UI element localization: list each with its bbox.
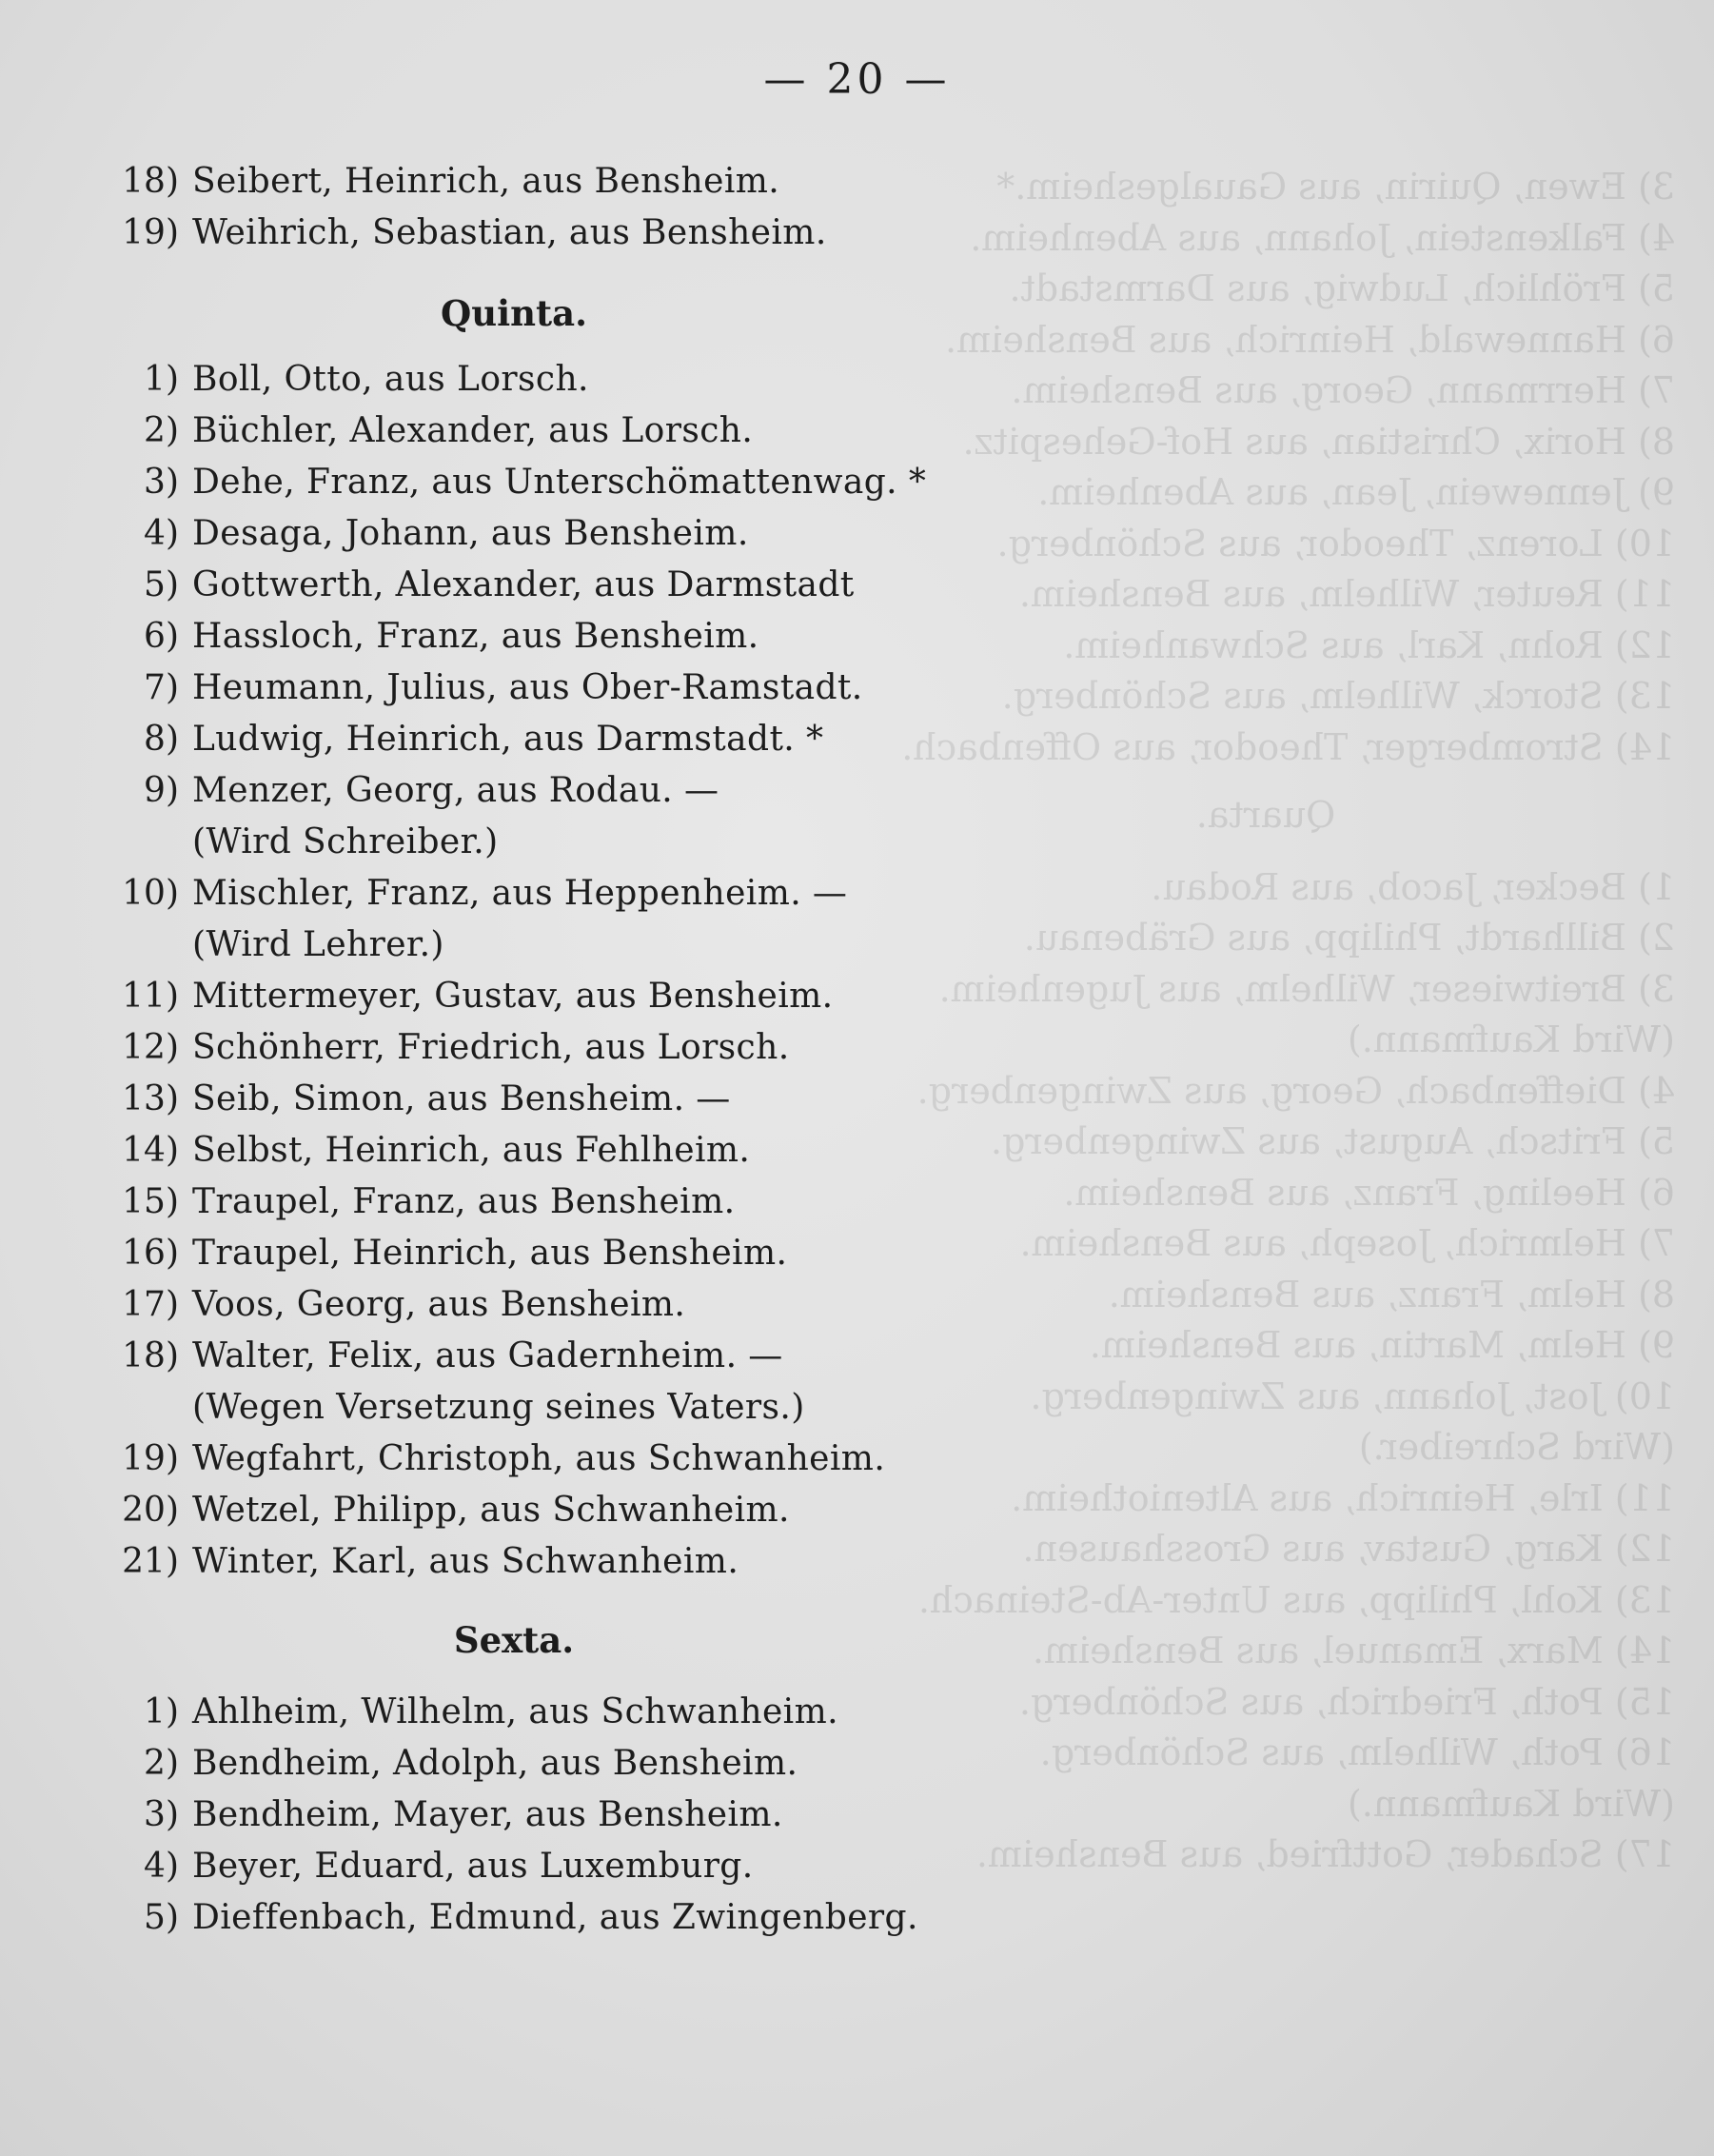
list-item [105,208,961,259]
entry-text: Boll, Otto, aus Lorsch. [192,360,589,399]
quinta-list [105,354,961,1588]
before-quinta-list [105,156,961,259]
list-item [105,1892,961,1944]
entry-number: 14) [122,1131,179,1170]
section-heading-sexta: Sexta. [453,1619,575,1661]
list-item [105,1228,961,1279]
page-number: — 20 — [763,55,951,104]
entry-text: Bendheim, Mayer, aus Bensheim. [192,1795,783,1834]
list-item [105,1841,961,1892]
list-item [105,1687,961,1738]
list-item [105,1331,961,1382]
entry-text: (Wird Lehrer.) [192,925,444,964]
entry-text: Ludwig, Heinrich, aus Darmstadt. * [192,720,824,759]
list-item [105,1279,961,1331]
entry-text: Gottwerth, Alexander, aus Darmstadt [192,565,855,604]
list-item [105,1536,961,1588]
list-item [105,1485,961,1536]
entry-number: 12) [122,1028,179,1067]
list-item [105,1790,961,1841]
list-item [105,405,961,457]
entry-text: Traupel, Franz, aus Bensheim. [192,1182,736,1221]
entry-text: Heumann, Julius, aus Ober-Ramstadt. [192,668,863,707]
entry-text: (Wird Schreiber.) [192,822,499,861]
list-item [105,457,961,508]
entry-number: 2) [144,1744,179,1783]
entry-number: 16) [122,1234,179,1273]
sexta-list [105,1687,961,1944]
entry-number: 1) [144,1692,179,1731]
entry-number: 18) [122,1336,179,1375]
entry-text: Wegfahrt, Christoph, aus Schwanheim. [192,1439,886,1478]
entry-text: Menzer, Georg, aus Rodau. — [192,771,719,810]
entry-number: 6) [144,617,179,656]
entry-number: 18) [122,162,179,201]
list-item [105,1074,961,1125]
entry-text: Ahlheim, Wilhelm, aus Schwanheim. [192,1692,838,1731]
entry-text: Weihrich, Sebastian, aus Bensheim. [192,213,827,252]
list-item [105,765,961,817]
entry-text: Seibert, Heinrich, aus Bensheim. [192,162,780,201]
entry-text: Voos, Georg, aus Bensheim. [192,1285,686,1324]
entry-number: 19) [122,213,179,252]
entry-number: 17) [122,1285,179,1324]
bleed-through-texture: 3) Ewen, Quirin, aus Gaualgesheim.* 4) Falkenstein, Johann, aus Abenheim. 5) Fröhlich, Ludwig, aus Darmstadt. 6) Hannewald, Heinrich, aus Bensheim. 7) Herrmann, Georg, aus Bensheim. 8) Horix, Christian, aus Hof-Gehespitz. 9) Jennewein, Jean, aus Abenheim. 10) Lorenz, Theodor, aus Schönberg. 11) Reuter, Wilhelm, aus Bensheim. 12) Rohn, Karl, aus Schwanheim. 13) Storck, Wilhelm, aus Schönberg. 14) Stromberger, Theodor, aus Offenbach. Quarta. 1) Becker, Jacob, aus Rodau. 2) Billhardt, Philipp, aus Gräbenau. 3) Breitwieser, Wilhelm, aus Jugenheim. (Wird Kaufmann.) 4) Dieffenbach, Georg, aus Zwingenberg. 5) Fritsch, August, aus Zwingenberg. 6) Heeling, Franz, aus Bensheim. 7) Helmrich, Joseph, aus Bensheim. 8) Helm, Franz, aus Bensheim. 9) Helm, Martin, aus Bensheim. 10) Jost, Johann, aus Zwingenberg. (Wird Schreiber.) 11) Irle, Heinrich, aus Alteniotheim. 12) Karg, Gustav, aus Grosshausen. 13) Kohl, Philipp, aus Unter-Ab-Steinach. 14) Marx, Emanuel, aus Bensheim. 15) Poth, Friedrich, aus Schönberg. 16) Poth, Wilhelm, aus Schönberg. (Wird Kaufmann.) 17) Schader, Gottfried, aus Bensheim. [901,166,1675,1875]
list-item [105,1738,961,1790]
entry-number: 11) [122,977,179,1016]
list-item [105,663,961,714]
entry-number: 8) [144,720,179,759]
entry-text: Winter, Karl, aus Schwanheim. [192,1542,739,1581]
entry-number [105,920,192,971]
entry-text: (Wegen Versetzung seines Vaters.) [192,1388,805,1427]
list-item [105,1125,961,1177]
entry-number: 3) [144,1795,179,1834]
entry-number [105,817,192,868]
list-item [105,714,961,765]
list-item [105,1434,961,1485]
entry-text: Selbst, Heinrich, aus Fehlheim. [192,1131,751,1170]
list-item [105,354,961,405]
entry-text: Wetzel, Philipp, aus Schwanheim. [192,1491,790,1530]
list-item [105,611,961,663]
entry-text: Traupel, Heinrich, aus Bensheim. [192,1234,788,1273]
entry-number: 3) [144,463,179,502]
list-item [105,1177,961,1228]
list-item-note [105,817,961,868]
entry-number: 21) [122,1542,179,1581]
list-item-note [105,1382,961,1434]
entry-number: 5) [144,1898,179,1937]
list-item [105,560,961,611]
entry-text: Desaga, Johann, aus Bensheim. [192,514,749,553]
list-item [105,156,961,208]
entry-text: Beyer, Eduard, aus Luxemburg. [192,1847,754,1886]
student-list [105,156,961,1944]
entry-number: 1) [144,360,179,399]
section-heading-quinta: Quinta. [440,292,588,334]
entry-number: 7) [144,668,179,707]
entry-text: Bendheim, Adolph, aus Bensheim. [192,1744,798,1783]
entry-number: 10) [122,874,179,913]
entry-number: 2) [144,411,179,450]
entry-number: 4) [144,514,179,553]
entry-text: Büchler, Alexander, aus Lorsch. [192,411,754,450]
entry-text: Dehe, Franz, aus Unterschömattenwag. * [192,463,927,502]
list-item [105,868,961,920]
entry-number: 15) [122,1182,179,1221]
list-item [105,508,961,560]
entry-text: Walter, Felix, aus Gadernheim. — [192,1336,783,1375]
entry-text: Schönherr, Friedrich, aus Lorsch. [192,1028,790,1067]
entry-text: Seib, Simon, aus Bensheim. — [192,1079,731,1118]
entry-text: Dieffenbach, Edmund, aus Zwingenberg. [192,1898,918,1937]
entry-text: Mischler, Franz, aus Heppenheim. — [192,874,848,913]
entry-number: 19) [122,1439,179,1478]
list-item-note [105,920,961,971]
entry-number: 5) [144,565,179,604]
entry-number: 13) [122,1079,179,1118]
list-item [105,1022,961,1074]
entry-number: 20) [122,1491,179,1530]
entry-text: Mittermeyer, Gustav, aus Bensheim. [192,977,834,1016]
entry-number [105,1382,192,1434]
entry-text: Hassloch, Franz, aus Bensheim. [192,617,759,656]
list-item [105,971,961,1022]
entry-number: 9) [144,771,179,810]
entry-number: 4) [144,1847,179,1886]
